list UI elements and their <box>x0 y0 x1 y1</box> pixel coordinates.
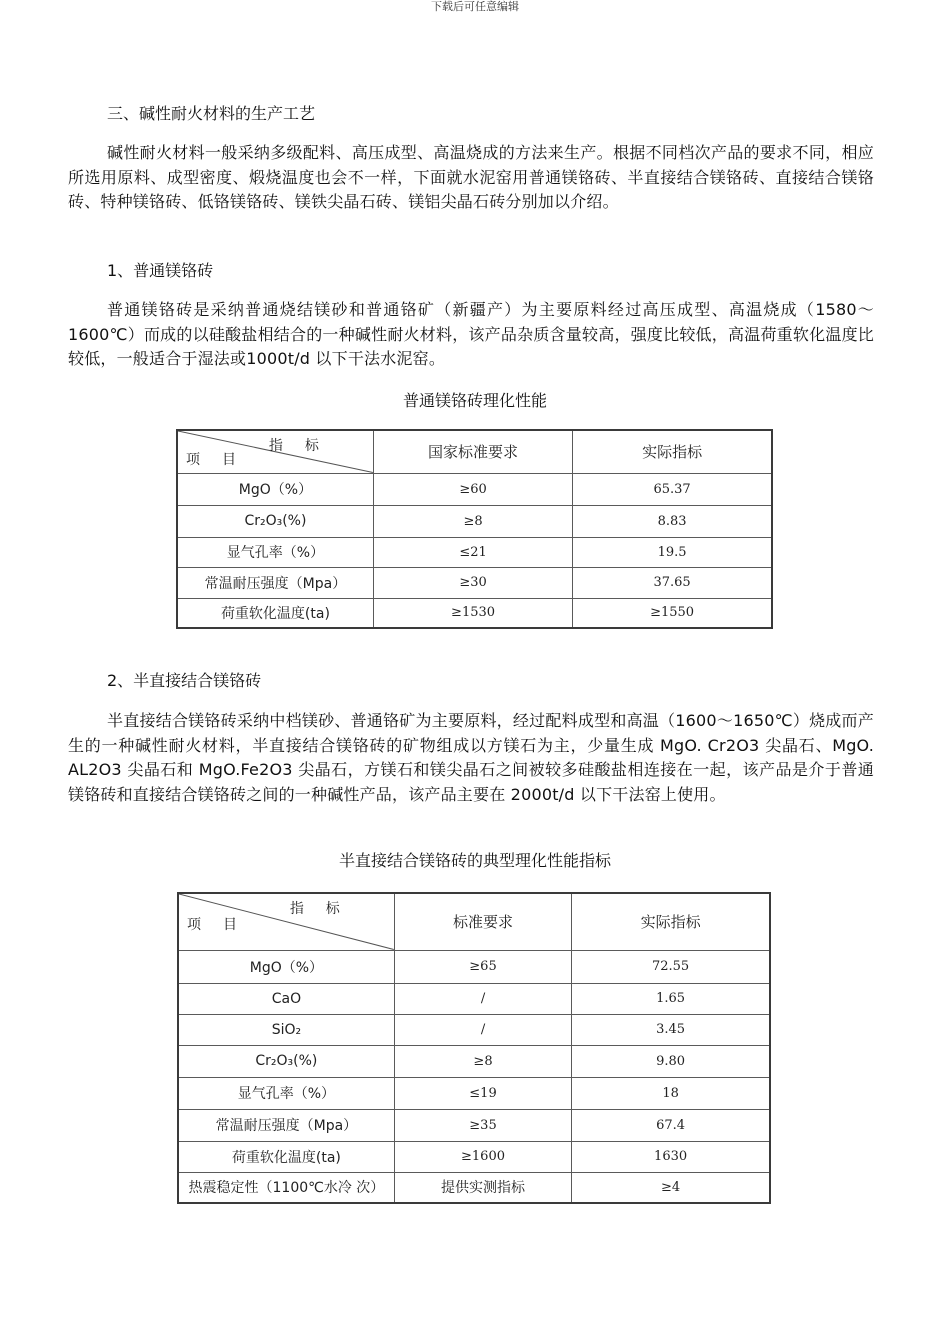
table1-standard: ≥30 <box>373 567 572 598</box>
table1-actual: 19.5 <box>573 537 772 567</box>
table2-item: 显气孔率（%） <box>178 1077 394 1109</box>
table-row <box>178 1045 770 1077</box>
table2-item: SiO₂ <box>178 1014 394 1045</box>
table1-actual: ≥1550 <box>573 598 772 628</box>
table1-actual: 65.37 <box>573 473 772 505</box>
table1-col3-header: 实际指标 <box>573 430 772 473</box>
table-row <box>178 1172 770 1203</box>
table2-item: CaO <box>178 983 394 1014</box>
table1-actual: 8.83 <box>573 505 772 537</box>
table1-item: 荷重软化温度(ta) <box>177 598 373 628</box>
table1-header-bottom: 项目 <box>186 451 258 468</box>
table2-actual: ≥4 <box>572 1172 770 1203</box>
table2-standard: / <box>394 1014 571 1045</box>
subsection2-paragraph: 半直接结合镁铬砖采纳中档镁砂、普通铬矿为主要原料，经过配料成型和高温（1600～1650℃）烧成而产生的一种碱性耐火材料，半直接结合镁铬砖的矿物组成以方镁石为主，少量生成 MgO. Cr2O3 尖晶石、MgO. AL2O3 尖晶石和 MgO.Fe2O3 尖晶石，方镁石和镁尖晶石之间被较多硅酸盐相连接在一起，该产品是介于普通镁铬砖和直接结合镁铬砖之间的一种碱性产品，该产品主要在 2000t/d 以下干法窑上使用。 <box>68 711 874 804</box>
table2-col2-header: 标准要求 <box>394 893 571 950</box>
table1-item: 常温耐压强度（Mpa） <box>177 567 373 598</box>
table1-standard: ≥8 <box>373 505 572 537</box>
stray-mark <box>771 627 773 629</box>
table1 <box>176 429 773 629</box>
table2-header-row <box>178 893 770 950</box>
table1-item: MgO（%） <box>177 473 373 505</box>
table2-actual: 67.4 <box>572 1109 770 1141</box>
table2-item: Cr₂O₃(%) <box>178 1045 394 1077</box>
table2-actual: 1630 <box>572 1141 770 1172</box>
table-row <box>177 505 772 537</box>
table2 <box>177 892 771 1204</box>
table1-header-top: 指标 <box>268 438 341 454</box>
subsection1-title: 1、普通镁铬砖 <box>107 261 214 280</box>
table2-diagonal-header <box>178 893 394 950</box>
table1-header-row <box>177 430 772 473</box>
table2-standard: ≥35 <box>394 1109 571 1141</box>
section-title: 三、碱性耐火材料的生产工艺 <box>107 104 316 123</box>
table-row <box>177 473 772 505</box>
table2-actual: 9.80 <box>572 1045 770 1077</box>
table1-standard: ≤21 <box>373 537 572 567</box>
table2-item: MgO（%） <box>178 950 394 983</box>
table2-actual: 3.45 <box>572 1014 770 1045</box>
table1-col2-header: 国家标准要求 <box>373 430 572 473</box>
table-row <box>178 1141 770 1172</box>
intro-paragraph: 碱性耐火材料一般采纳多级配料、高压成型、高温烧成的方法来生产。根据不同档次产品的要求不同，相应所选用原料、成型密度、煅烧温度也会不一样，下面就水泥窑用普通镁铬砖、半直接结合镁铬砖、直接结合镁铬砖、特种镁铬砖、低铬镁铬砖、镁铁尖晶石砖、镁铝尖晶石砖分别加以介绍。 <box>68 143 874 211</box>
table2-item: 热震稳定性（1100℃水冷 次） <box>178 1172 394 1203</box>
table2-caption: 半直接结合镁铬砖的典型理化性能指标 <box>338 851 611 870</box>
table2-header-top: 指标 <box>289 901 362 917</box>
table1-diagonal-header <box>177 430 373 473</box>
table-row <box>177 537 772 567</box>
table1-actual: 37.65 <box>573 567 772 598</box>
table1-standard: ≥60 <box>373 473 572 505</box>
table2-actual: 1.65 <box>572 983 770 1014</box>
table2-standard: / <box>394 983 571 1014</box>
header-note: 下载后可任意编辑 <box>431 0 519 13</box>
table2-item: 常温耐压强度（Mpa） <box>178 1109 394 1141</box>
table2-header-bottom: 项目 <box>187 916 259 933</box>
table1-caption: 普通镁铬砖理化性能 <box>402 391 547 410</box>
table2-standard: ≥65 <box>394 950 571 983</box>
table2-standard: ≤19 <box>394 1077 571 1109</box>
table-row <box>178 1077 770 1109</box>
table2-standard: 提供实测指标 <box>394 1172 571 1203</box>
table2-standard: ≥1600 <box>394 1141 571 1172</box>
table2-item: 荷重软化温度(ta) <box>178 1141 394 1172</box>
subsection2-title: 2、半直接结合镁铬砖 <box>107 671 262 690</box>
table1-item: Cr₂O₃(%) <box>177 505 373 537</box>
table-row <box>178 1014 770 1045</box>
table-row <box>178 1109 770 1141</box>
table-row <box>178 950 770 983</box>
subsection1-paragraph: 普通镁铬砖是采纳普通烧结镁砂和普通铬矿（新疆产）为主要原料经过高压成型、高温烧成（1580～1600℃）而成的以硅酸盐相结合的一种碱性耐火材料，该产品杂质含量较高，强度比较低，高温荷重软化温度比较低，一般适合于湿法或1000t/d 以下干法水泥窑。 <box>68 300 874 368</box>
table2-standard: ≥8 <box>394 1045 571 1077</box>
table1-item: 显气孔率（%） <box>177 537 373 567</box>
table2-actual: 18 <box>572 1077 770 1109</box>
table2-col3-header: 实际指标 <box>572 893 770 950</box>
table1-standard: ≥1530 <box>373 598 572 628</box>
table2-actual: 72.55 <box>572 950 770 983</box>
table-row <box>178 983 770 1014</box>
table-row <box>177 567 772 598</box>
table-row <box>177 598 772 628</box>
